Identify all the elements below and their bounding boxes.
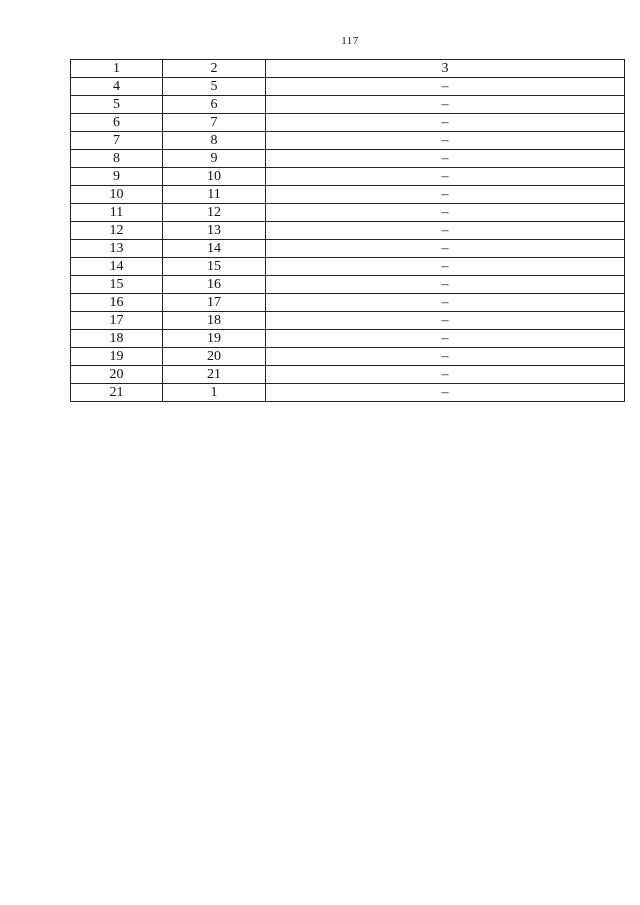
table-cell-col-1: 18 xyxy=(71,330,163,348)
table-cell-col-3: – xyxy=(266,96,625,114)
table-cell-col-3: – xyxy=(266,330,625,348)
table-row xyxy=(71,114,625,132)
table-cell-col-3: – xyxy=(266,78,625,96)
table-cell-col-2: 18 xyxy=(163,312,266,330)
table-cell-col-2: 15 xyxy=(163,258,266,276)
table-body xyxy=(71,60,625,402)
table-cell-col-3: – xyxy=(266,258,625,276)
table-cell-col-1: 16 xyxy=(71,294,163,312)
table-cell-col-3: – xyxy=(266,150,625,168)
table-cell-col-3: – xyxy=(266,186,625,204)
table-cell-col-1: 7 xyxy=(71,132,163,150)
table-cell-col-1: 17 xyxy=(71,312,163,330)
table-cell-col-2: 14 xyxy=(163,240,266,258)
table-cell-col-2: 10 xyxy=(163,168,266,186)
table-row xyxy=(71,348,625,366)
table-cell-col-3: – xyxy=(266,240,625,258)
table-cell-col-2: 13 xyxy=(163,222,266,240)
table-cell-col-3: – xyxy=(266,384,625,402)
table-cell-col-3: – xyxy=(266,114,625,132)
header-cell-1: 1 xyxy=(71,60,163,78)
table-cell-col-2: 5 xyxy=(163,78,266,96)
table-row xyxy=(71,222,625,240)
table-cell-col-1: 13 xyxy=(71,240,163,258)
table-row xyxy=(71,96,625,114)
table-cell-col-1: 4 xyxy=(71,78,163,96)
table-row xyxy=(71,150,625,168)
table-cell-col-1: 20 xyxy=(71,366,163,384)
table-cell-col-1: 21 xyxy=(71,384,163,402)
table-cell-col-2: 20 xyxy=(163,348,266,366)
table-row xyxy=(71,330,625,348)
table-cell-col-3: – xyxy=(266,276,625,294)
table-cell-col-2: 12 xyxy=(163,204,266,222)
table-cell-col-2: 9 xyxy=(163,150,266,168)
table-cell-col-2: 16 xyxy=(163,276,266,294)
table-cell-col-1: 12 xyxy=(71,222,163,240)
table-cell-col-3: – xyxy=(266,348,625,366)
table-cell-col-2: 17 xyxy=(163,294,266,312)
table-cell-col-3: – xyxy=(266,132,625,150)
table-cell-col-2: 1 xyxy=(163,384,266,402)
table-cell-col-1: 5 xyxy=(71,96,163,114)
table-cell-col-3: – xyxy=(266,222,625,240)
table-cell-col-3: – xyxy=(266,204,625,222)
table-cell-col-2: 8 xyxy=(163,132,266,150)
table-cell-col-2: 11 xyxy=(163,186,266,204)
table-row xyxy=(71,312,625,330)
table-cell-col-1: 15 xyxy=(71,276,163,294)
table-header-row xyxy=(71,60,625,78)
table-cell-col-1: 8 xyxy=(71,150,163,168)
data-table xyxy=(70,59,625,402)
table-cell-col-2: 6 xyxy=(163,96,266,114)
table-cell-col-1: 10 xyxy=(71,186,163,204)
table-cell-col-2: 21 xyxy=(163,366,266,384)
table-cell-col-1: 14 xyxy=(71,258,163,276)
table-row xyxy=(71,240,625,258)
table-row xyxy=(71,384,625,402)
table-row xyxy=(71,132,625,150)
table-row xyxy=(71,276,625,294)
table-cell-col-2: 7 xyxy=(163,114,266,132)
table-cell-col-3: – xyxy=(266,312,625,330)
table-cell-col-1: 6 xyxy=(71,114,163,132)
table-cell-col-3: – xyxy=(266,168,625,186)
table-row xyxy=(71,78,625,96)
table-row xyxy=(71,294,625,312)
header-cell-2: 2 xyxy=(163,60,266,78)
table-row xyxy=(71,258,625,276)
table-row xyxy=(71,366,625,384)
table-row xyxy=(71,186,625,204)
header-cell-3: 3 xyxy=(266,60,625,78)
table-cell-col-1: 11 xyxy=(71,204,163,222)
table-cell-col-3: – xyxy=(266,366,625,384)
table-row xyxy=(71,168,625,186)
table-cell-col-3: – xyxy=(266,294,625,312)
table-row xyxy=(71,204,625,222)
page-number: 117 xyxy=(341,35,359,47)
table-cell-col-1: 19 xyxy=(71,348,163,366)
table-cell-col-1: 9 xyxy=(71,168,163,186)
table-cell-col-2: 19 xyxy=(163,330,266,348)
